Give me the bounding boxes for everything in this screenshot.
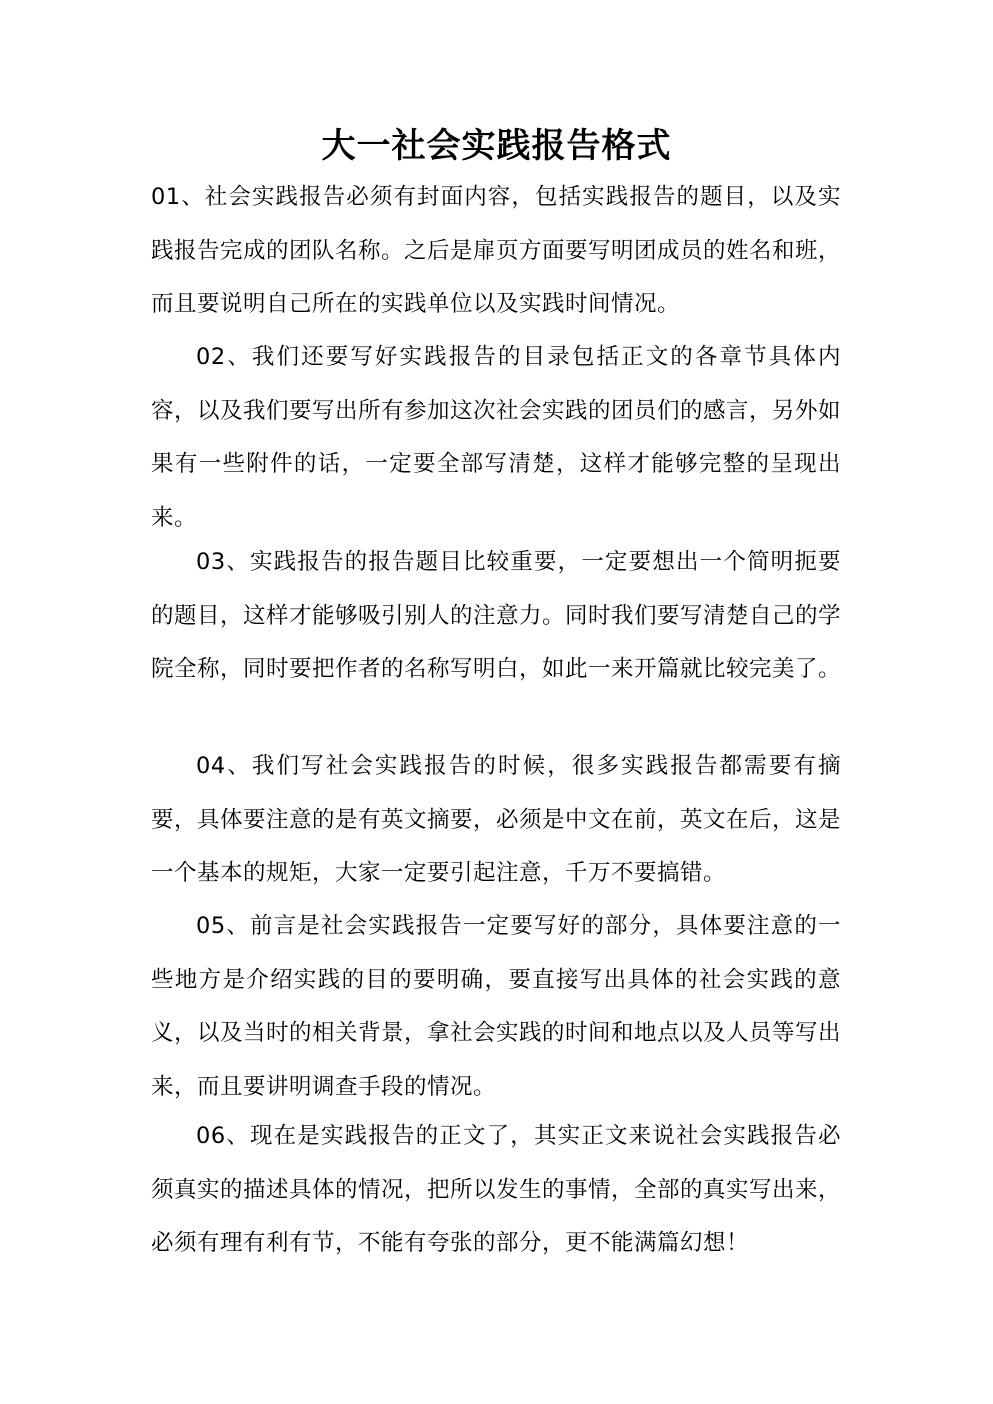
paragraph-04: 04、我们写社会实践报告的时候，很多实践报告都需要有摘要，具体要注意的是有英文摘要，必须是中文在前，英文在后，这是一个基本的规矩，大家一定要引起注意，千万不要搞错。 [151,753,842,887]
paragraph-03: 03、实践报告的报告题目比较重要，一定要想出一个简明扼要的题目，这样才能够吸引别人的注意力。同时我们要写清楚自己的学院全称，同时要把作者的名称写明白，如此一来开篇就比较完美了。 [151,549,842,683]
paragraph-05: 05、前言是社会实践报告一定要写好的部分，具体要注意的一些地方是介绍实践的目的要明确，要直接写出具体的社会实践的意义，以及当时的相关背景，拿社会实践的时间和地点以及人员等写出来，而且要讲明调查手段的情况。 [151,913,842,1101]
page-title: 大一社会实践报告格式 [321,126,672,166]
paragraph-02: 02、我们还要写好实践报告的目录包括正文的各章节具体内容，以及我们要写出所有参加这次社会实践的团员们的感言，另外如果有一些附件的话，一定要全部写清楚，这样才能够完整的呈现出来。 [151,344,842,532]
paragraph-01: 01、社会实践报告必须有封面内容，包括实践报告的题目，以及实践报告完成的团队名称。之后是扉页方面要写明团成员的姓名和班，而且要说明自己所在的实践单位以及实践时间情况。 [151,184,842,318]
paragraph-06: 06、现在是实践报告的正文了，其实正文来说社会实践报告必须真实的描述具体的情况，把所以发生的事情，全部的真实写出来，必须有理有利有节，不能有夸张的部分，更不能满篇幻想！ [151,1123,842,1257]
